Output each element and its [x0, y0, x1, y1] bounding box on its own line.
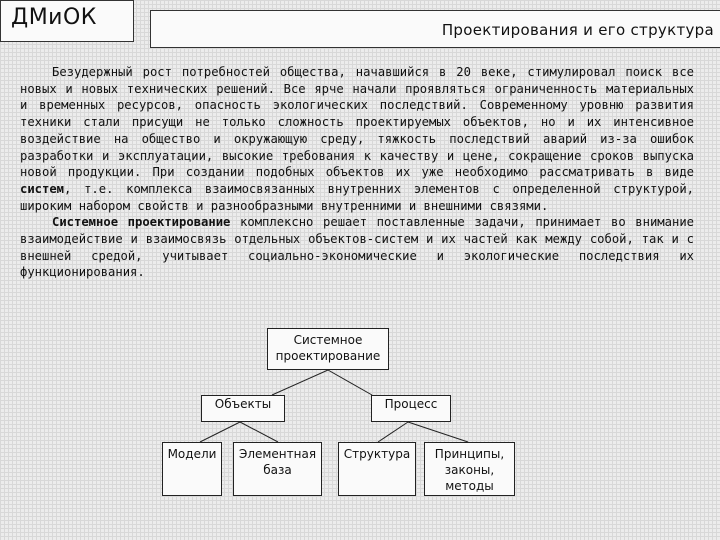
node-principles: Принципы, законы, методы [424, 442, 515, 496]
connector-process-structure [378, 422, 408, 442]
connector-root-process [328, 370, 372, 395]
logo-text: ДМиОК [11, 5, 97, 30]
node-objects: Объекты [201, 395, 285, 422]
node-element-base: Элементная база [233, 442, 322, 496]
paragraph-1-start: Безудержный рост потребностей общества, начавшийся в 20 веке, стимулировал поиск все новых и новых технических решений. Все ярче начали проявляться ограниченность материальных и временных ресурсов, опасность экологических последствий. Современному уровню развития техники стали присущи не только сложность проектируемых объектов, но и их интенсивное воздействие на общество и окружающую среду, тяжкость последствий аварий из-за ошибок разработки и эксплуатации, высокие требования к качеству и цене, сокращение сроков выпуска новой продукции. При создании подобных объектов их уже необходимо рассматривать в виде [20, 65, 694, 180]
term-systems: систем [20, 181, 65, 196]
node-structure: Структура [338, 442, 416, 496]
paragraph-2-rest: комплексно решает поставленные задачи, принимает во внимание взаимодействие и взаимосвязь отдельных объектов-систем и их частей как между собой, так и с внешней средой, учитывает социально-экономические и экологические последствия их функционирования. [20, 215, 694, 280]
connector-process-principles [408, 422, 468, 442]
node-process: Процесс [371, 395, 451, 422]
node-models: Модели [162, 442, 222, 496]
connector-objects-base [240, 422, 278, 442]
node-system-design: Системное проектирование [267, 328, 389, 370]
connector-objects-models [200, 422, 240, 442]
connector-root-objects [272, 370, 328, 395]
term-system-design: Системное проектирование [52, 215, 231, 230]
paragraph-1-end: , т.е. комплекса взаимосвязанных внутренних элементов с определенной структурой, широким набором свойств и разнообразными внутренними и внешними связями. [20, 181, 694, 213]
page-title: Проектирования и его структура [441, 21, 714, 39]
